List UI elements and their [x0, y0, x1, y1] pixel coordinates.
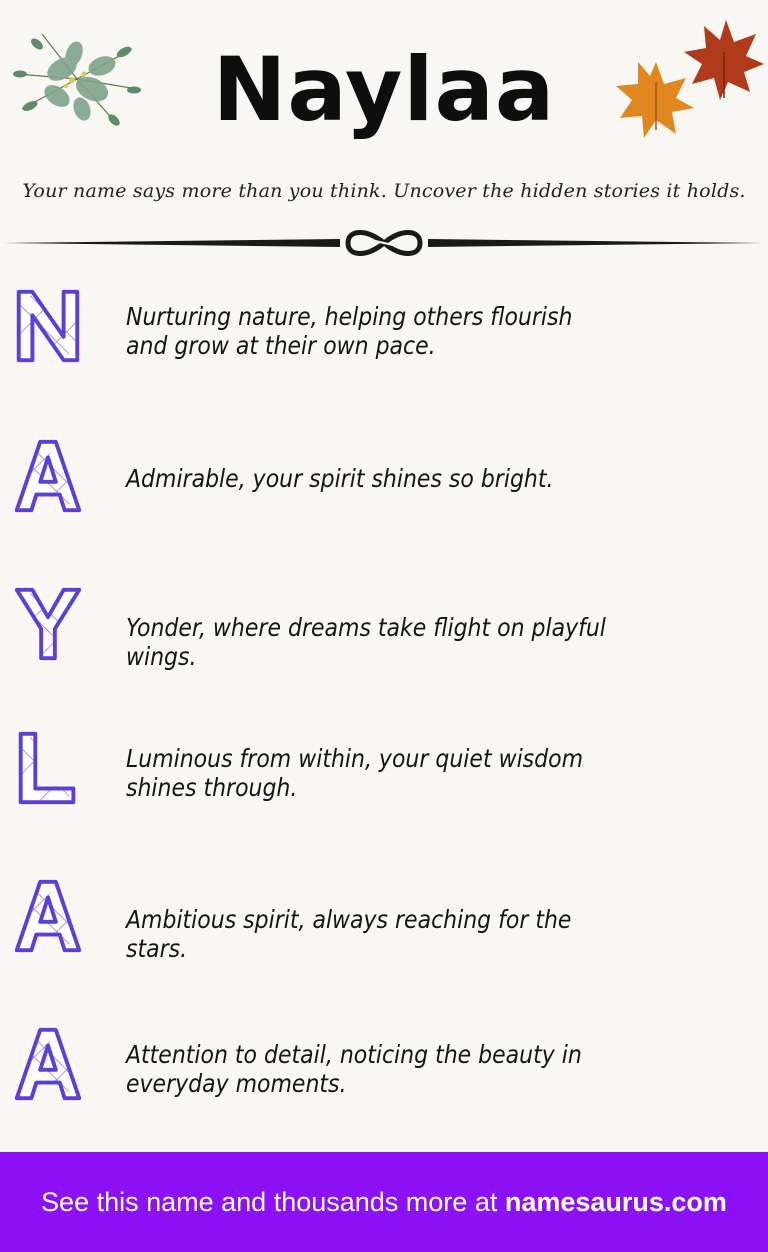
letter-row — [0, 870, 768, 980]
letter-row — [0, 1018, 768, 1128]
letter-description: Yonder, where dreams take flight on playful wings. — [126, 613, 606, 671]
letter-description: Luminous from within, your quiet wisdom shines through. — [126, 744, 583, 802]
letter-row — [0, 722, 768, 832]
infinity-ornament-icon — [0, 226, 768, 260]
page-title: Naylaa — [212, 38, 556, 141]
letter-glyph-n — [10, 286, 86, 366]
footer-prefix: See this name and thousands more at — [41, 1187, 505, 1217]
autumn-maple-leaves-icon — [616, 12, 766, 142]
footer-banner[interactable] — [0, 1152, 768, 1252]
tagline: Your name says more than you think. Uncover the hidden stories it holds. — [22, 180, 746, 202]
footer-text[interactable] — [0, 1182, 768, 1222]
letter-description: Ambitious spirit, always reaching for the stars. — [126, 905, 572, 963]
letter-glyph-a — [10, 1024, 86, 1104]
letter-glyph-a — [10, 876, 86, 956]
letter-description: Admirable, your spirit shines so bright. — [126, 464, 554, 493]
footer-site-link[interactable]: namesaurus.com — [504, 1187, 727, 1217]
letter-row — [0, 578, 768, 688]
letter-description: Attention to detail, noticing the beauty in everyday moments. — [126, 1040, 582, 1098]
letter-description: Nurturing nature, helping others flourish and grow at their own pace. — [126, 302, 573, 360]
letter-row — [0, 280, 768, 390]
letter-glyph-l — [10, 728, 86, 808]
letter-glyph-a — [10, 436, 86, 516]
letter-glyph-y — [10, 584, 86, 664]
header — [0, 0, 768, 170]
letter-row — [0, 430, 768, 540]
